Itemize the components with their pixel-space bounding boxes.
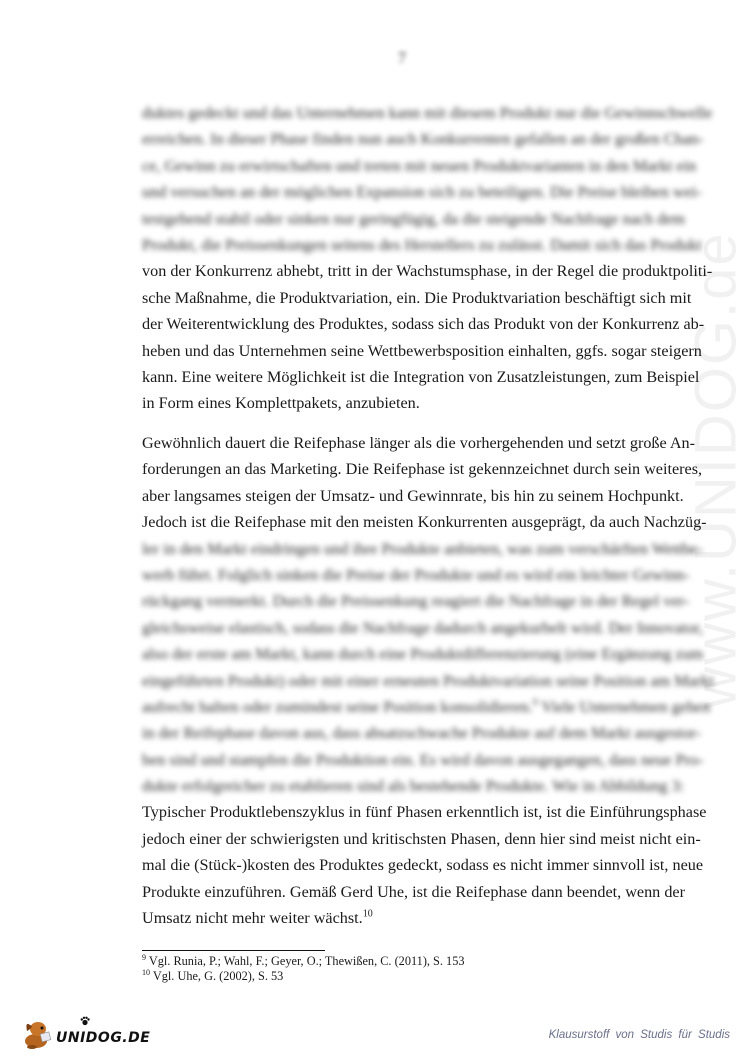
redacted-text-line — [142, 536, 703, 562]
line-text: Produkte einzuführen. Gemäß Gerd Uhe, ist die Reifephase dann beendet, wenn der — [142, 882, 685, 901]
line-text: Typischer Produktlebenszyklus in fünf Phasen erkenntlich ist, ist die Einführungsphase — [142, 803, 707, 822]
redacted-text-line — [142, 773, 685, 799]
line-text: in der Reifephase davon aus, dass absatzschwache Produkte auf dem Markt ausgestor- — [142, 724, 701, 743]
line-text: rückgang vermerkt. Durch die Preissenkung reagiert die Nachfrage in der Regel ver- — [142, 592, 690, 611]
line-text: Produkt, die Preissenkungen seitens des Herstellers zu zulässt. Damit sich das Produkt — [142, 235, 702, 254]
footnote-marker: 10 — [142, 967, 150, 977]
redacted-text-line — [142, 100, 713, 126]
text-line — [142, 338, 702, 364]
watermark: www.UNIDOG.de — [683, 231, 749, 709]
redacted-text-line — [142, 232, 702, 258]
line-text: testgehend stabil oder sinken nur geringfügig, da die steigende Nachfrage nach dem — [142, 209, 685, 228]
dog-mascot-icon — [22, 1017, 52, 1049]
redacted-text-line — [142, 747, 704, 773]
redacted-text-line — [142, 126, 704, 152]
redacted-text-line — [142, 615, 704, 641]
redacted-text-line — [142, 720, 701, 746]
footnote-text: Vgl. Uhe, G. (2002), S. 53 — [150, 969, 284, 983]
line-text: aufrecht halten oder zumindest seine Position konsolidieren. — [142, 697, 533, 716]
redacted-text-line — [142, 668, 714, 694]
unidog-logo[interactable] — [22, 1015, 150, 1049]
line-text: mal die (Stück-)kosten des Produktes gedeckt, sodass es nicht immer sinnvoll ist, neue — [142, 856, 704, 875]
line-text: in Form eines Komplettpakets, anzubieten. — [142, 394, 420, 413]
text-line — [142, 483, 684, 509]
text-line — [142, 852, 704, 878]
line-text: eingeführten Produkt) oder mit einer erneuten Produktvariation seine Position am Markt — [142, 671, 714, 690]
footnote-reference[interactable]: 10 — [362, 908, 373, 920]
footnote-9 — [142, 954, 465, 969]
line-text: also der erste am Markt, kann durch eine Produktdifferenzierung (eine Ergänzung zum — [142, 645, 704, 664]
page-number: 7 — [398, 50, 406, 67]
line-text: werb führt. Folglich sinken die Preise der Produkte und es wird ein leichter Gewinn- — [142, 565, 690, 584]
text-line — [142, 509, 707, 535]
paragraph-maturity-phase — [142, 430, 714, 931]
text-line — [142, 390, 669, 416]
line-text: dukte erfolgreicher zu etablieren sind als bestehende Produkte. Wie in Abbildung 3: — [142, 777, 685, 796]
line-text: gleichsweise elastisch, sodass die Nachfrage dadurch angekurbelt wird. Der Innovator, — [142, 618, 704, 637]
footnote-10 — [142, 969, 465, 984]
line-text: jedoch einer der schwierigsten und kritischsten Phasen, denn hier sind meist nicht ein- — [142, 829, 701, 848]
line-text: ce, Gewinn zu erwirtschaften und treten mit neuen Produktvarianten in den Markt ein — [142, 156, 697, 175]
redacted-text-line — [142, 206, 685, 232]
text-line — [142, 799, 707, 825]
line-text: kann. Eine weitere Möglichkeit ist die Integration von Zusatzleistungen, zum Beispiel — [142, 367, 700, 386]
logo-text — [56, 1030, 150, 1046]
text-line — [142, 285, 692, 311]
line-text: forderungen an das Marketing. Die Reifephase ist gekennzeichnet durch sein weiteres, — [142, 460, 703, 479]
paragraph-growth-phase — [142, 100, 713, 417]
footnote-text: Vgl. Runia, P.; Wahl, F.; Geyer, O.; Thewißen, C. (2011), S. 153 — [146, 954, 465, 968]
text-line — [142, 879, 685, 905]
text-line — [142, 364, 700, 390]
redacted-text-line — [142, 641, 704, 667]
redacted-text-line — [142, 153, 697, 179]
text-line — [142, 258, 713, 284]
text-line — [142, 905, 669, 931]
text-line — [142, 826, 701, 852]
line-text: sche Maßnahme, die Produktvariation, ein. Die Produktvariation beschäftigt sich mit — [142, 288, 692, 307]
logo-label: UNIDOG.DE — [56, 1030, 151, 1046]
line-text: heben und das Unternehmen seine Wettbewerbsposition einhalten, ggfs. sogar steigern — [142, 341, 702, 360]
line-text: von der Konkurrenz abhebt, tritt in der Wachstumsphase, in der Regel die produktpoliti- — [142, 262, 713, 281]
line-text: und versuchen an der möglichen Expansion sich zu beteiligen. Die Preise bleiben wei- — [142, 183, 702, 202]
line-text: Jedoch ist die Reifephase mit den meisten Konkurrenten ausgeprägt, da auch Nachzüg- — [142, 513, 707, 532]
redacted-text-line — [142, 562, 690, 588]
redacted-text-line — [142, 694, 711, 720]
paw-icon — [80, 1016, 90, 1026]
footnote-marker: 9 — [142, 952, 146, 962]
footnotes — [142, 954, 465, 984]
line-text: ler in den Markt eindringen und ihre Produkte anbieten, was zum verschärften Wettbe- — [142, 539, 703, 558]
line-text: Viele Unternehmen gehen — [537, 697, 711, 716]
line-text: der Weiterentwicklung des Produktes, sodass sich das Produkt von der Konkurrenz ab- — [142, 315, 705, 334]
footnote-reference[interactable]: 9 — [532, 697, 538, 709]
line-text: erreichen. In dieser Phase finden nun auch Konkurrenten gefallen an der großen Chan- — [142, 130, 704, 149]
redacted-text-line — [142, 588, 690, 614]
footnote-separator — [142, 950, 325, 951]
footer-tagline: Klausurstoff von Studis für Studis — [548, 1029, 730, 1041]
line-text: duktes gedeckt und das Unternehmen kann mit diesem Produkt nur die Gewinnschwelle — [142, 104, 713, 122]
line-text: Umsatz nicht mehr weiter wächst. — [142, 909, 363, 928]
text-line — [142, 456, 703, 482]
text-line — [142, 311, 705, 337]
line-text: ben sind und stampfen die Produktion ein. Es wird davon ausgegangen, dass neue Pro- — [142, 750, 704, 769]
text-line — [142, 430, 696, 456]
line-text: Gewöhnlich dauert die Reifephase länger als die vorhergehenden und setzt große An- — [142, 434, 696, 452]
line-text: aber langsames steigen der Umsatz- und Gewinnrate, bis hin zu seinem Hochpunkt. — [142, 486, 684, 505]
redacted-text-line — [142, 179, 702, 205]
